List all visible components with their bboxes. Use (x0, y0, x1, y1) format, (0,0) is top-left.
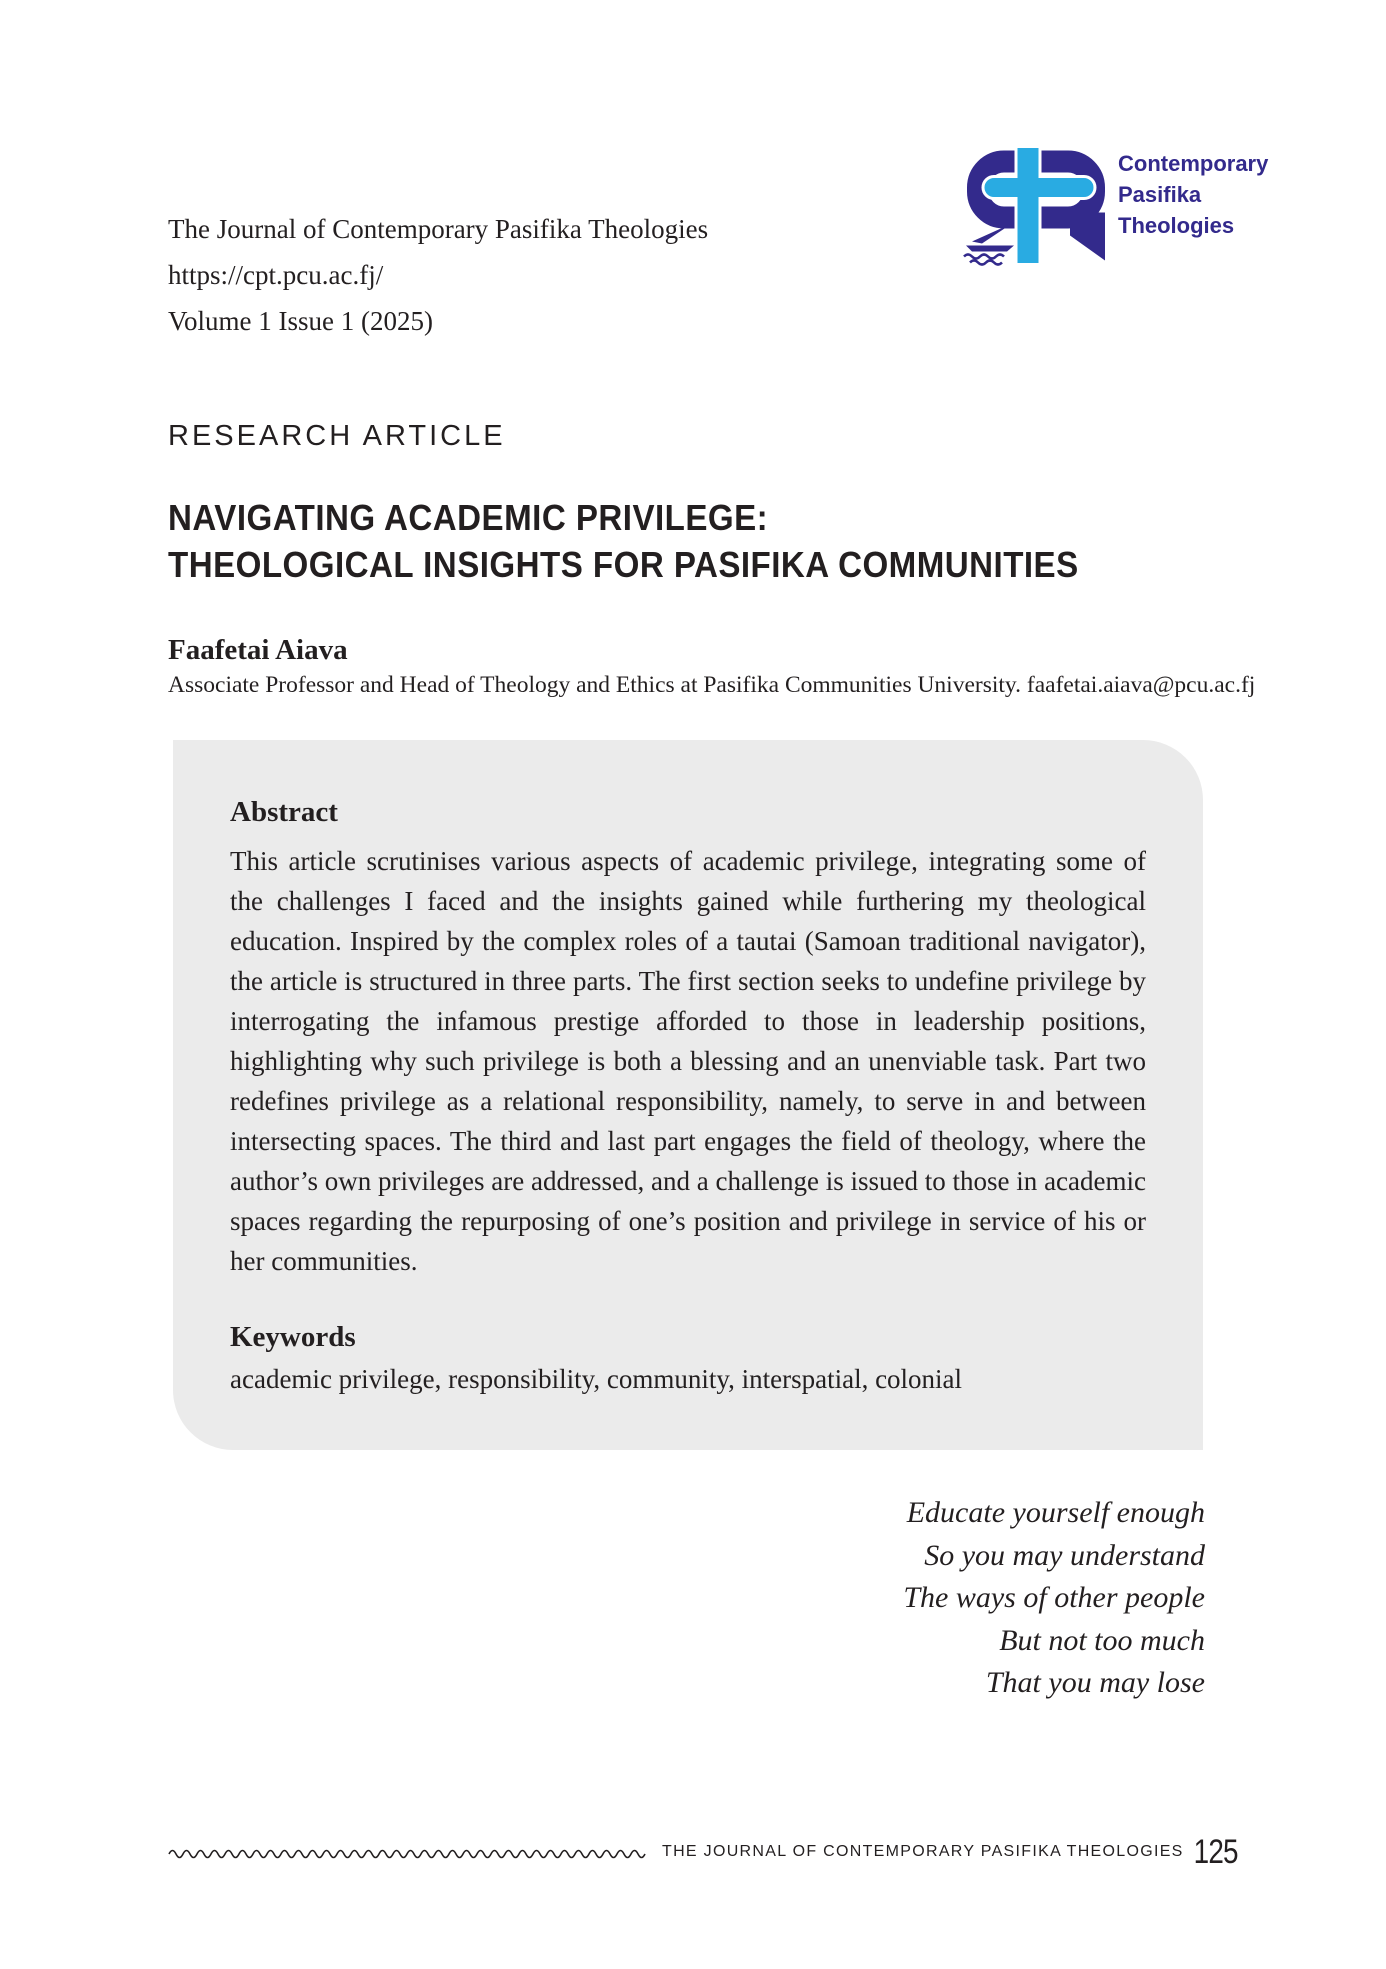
epigraph-line: But not too much (999, 1623, 1205, 1657)
logo-word-3: Theologies (1118, 213, 1235, 238)
epigraph-line: That you may lose (985, 1666, 1205, 1699)
journal-url-link[interactable]: https://cpt.pcu.ac.fj/ (168, 260, 384, 290)
masthead (168, 206, 708, 344)
logo-word-1: Contemporary (1118, 151, 1269, 176)
article-title-line-1: NAVIGATING ACADEMIC PRIVILEGE: (168, 497, 769, 538)
journal-logo (958, 138, 1269, 273)
article-title-line-2: THEOLOGICAL INSIGHTS FOR PASIFIKA COMMUNITIES (168, 544, 1079, 585)
cpt-logo-icon (958, 138, 1108, 273)
abstract-heading: Abstract (230, 796, 338, 828)
epigraph-line: So you may understand (924, 1538, 1205, 1572)
page-footer (168, 1832, 1238, 1871)
article-title (168, 494, 1079, 588)
author-affiliation: Associate Professor and Head of Theology and Ethics at Pasifika Communities University. faafetai.aiava@pcu.ac.fj (168, 672, 1256, 698)
abstract-text: This article scrutinises various aspects of academic privilege, integrating some of the challenges I faced and the insights gained while furthering my theological education. Inspired by the complex roles of a tautai (Samoan traditional navigator), the article is structured in three parts. The first section seeks to undefine privilege by interrogating the infamous prestige afforded to those in leadership positions, highlighting why such privilege is both a blessing and an unenviable task. Part two redefines privilege as a relational responsibility, namely, to serve in and between intersecting spaces. The third and last part engages the field of theology, where the author’s own privileges are addressed, and a challenge is issued to those in academic spaces regarding the repurposing of one’s position and privilege in service of his or her communities. (230, 846, 1146, 1276)
logo-word-2: Pasifika (1118, 182, 1202, 207)
keywords-list: academic privilege, responsibility, community, interspatial, colonial (230, 1364, 963, 1394)
keywords-heading: Keywords (230, 1321, 356, 1353)
epigraph-poem (600, 1492, 1205, 1705)
epigraph-line: Educate yourself enough (906, 1496, 1205, 1529)
epigraph-line: The ways of other people (903, 1581, 1205, 1614)
author-name: Faafetai Aiava (168, 634, 348, 666)
volume-issue: Volume 1 Issue 1 (2025) (168, 306, 433, 336)
footer-page-number: 125 (1193, 1832, 1238, 1871)
logo-wordmark (1118, 148, 1268, 241)
footer-journal-name: THE JOURNAL OF CONTEMPORARY PASIFIKA THEOLOGIES (662, 1843, 1184, 1860)
wavy-rule-icon (168, 1846, 646, 1860)
article-type-label: RESEARCH ARTICLE (168, 420, 506, 452)
journal-name: The Journal of Contemporary Pasifika Theologies (168, 214, 709, 244)
abstract-panel (173, 740, 1203, 1450)
footer-wave-path (169, 1851, 645, 1858)
